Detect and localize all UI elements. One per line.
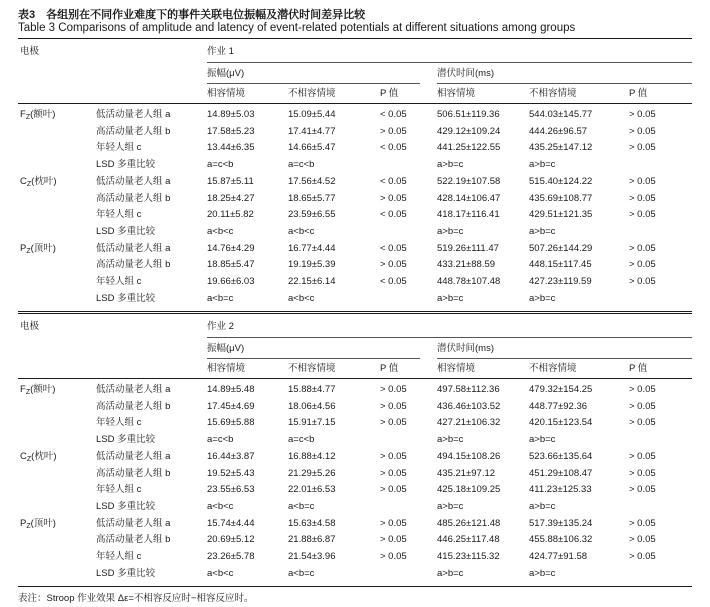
latency-congruent-value: 446.25±117.48 [437, 534, 500, 546]
amplitude-incongruent-value: a<b=c [288, 567, 315, 579]
amplitude-congruent-value: 20.69±5.12 [207, 534, 255, 546]
latency-header: 潜伏时间(ms) [437, 68, 494, 79]
electrode-name: F [20, 384, 26, 395]
task-header: 作业 1 [207, 46, 234, 57]
amplitude-p-value: > 0.05 [380, 125, 407, 137]
latency-congruent-value: 506.51±119.36 [437, 109, 500, 120]
group-label: 低活动量老人组 a [96, 242, 171, 254]
amplitude-p-value: < 0.05 [380, 175, 407, 187]
latency-incongruent-value: a>b=c [529, 225, 556, 237]
latency-p-value: > 0.05 [629, 175, 656, 187]
latency-incongruent-value: 444.26±96.57 [529, 125, 588, 137]
electrode-label [20, 518, 56, 533]
amplitude-incongruent-value: 22.01±6.53 [288, 484, 336, 496]
p-header: P 值 [629, 88, 648, 99]
latency-incongruent-value: 455.88±106.32 [529, 534, 593, 546]
amplitude-congruent-value: 15.87±5.11 [207, 175, 254, 187]
latency-incongruent-value: 429.51±121.35 [529, 209, 593, 221]
amplitude-congruent-value: 19.66±6.03 [207, 276, 255, 287]
incongruent-header: 不相容情境 [288, 88, 336, 99]
group-label: 高活动量老人组 b [96, 192, 171, 204]
latency-p-value: > 0.05 [629, 109, 656, 120]
latency-congruent-value: 429.12±109.24 [437, 125, 501, 137]
amplitude-congruent-value: a<b<c [207, 500, 234, 512]
latency-incongruent-value: a>b=c [529, 434, 556, 446]
amplitude-incongruent-value: 16.77±4.44 [288, 242, 336, 254]
electrode-name: C [20, 450, 27, 462]
amplitude-congruent-value: 20.11±5.82 [207, 209, 254, 221]
incongruent-header: 不相容情境 [529, 88, 577, 99]
amplitude-congruent-value: 18.85±5.47 [207, 259, 255, 271]
latency-congruent-value: 427.21±106.32 [437, 417, 501, 429]
amplitude-header: 振幅(μV) [207, 343, 245, 354]
congruent-header: 相容情境 [207, 88, 246, 99]
amplitude-congruent-value: 15.69±5.88 [207, 417, 255, 429]
amplitude-p-value: < 0.05 [380, 276, 407, 287]
group-label: 高活动量老人组 b [96, 467, 171, 479]
electrode-subscript: Z [25, 389, 31, 396]
amplitude-congruent-value: 14.89±5.03 [207, 109, 255, 120]
amplitude-incongruent-value: 16.88±4.12 [288, 450, 336, 462]
latency-p-value: > 0.05 [629, 417, 656, 429]
electrode-label [20, 243, 56, 258]
group-label: 年轻人组 c [96, 484, 142, 496]
task-header: 作业 2 [207, 321, 234, 332]
congruent-header: 相容情境 [437, 88, 476, 99]
latency-incongruent-value: a>b=c [529, 159, 556, 171]
amplitude-p-value: > 0.05 [380, 551, 407, 562]
electrode-site: (额叶) [30, 109, 56, 120]
latency-incongruent-value: 523.66±135.64 [529, 450, 593, 462]
latency-congruent-value: a>b=c [437, 500, 464, 512]
group-label: 低活动量老人组 a [96, 109, 171, 120]
group-label: 年轻人组 c [96, 142, 142, 154]
latency-incongruent-value: 424.77±91.58 [529, 551, 588, 562]
amplitude-p-value: > 0.05 [380, 417, 407, 429]
electrode-subscript: Z [26, 522, 31, 530]
latency-congruent-value: 448.78±107.48 [437, 276, 501, 287]
latency-incongruent-value: 515.40±124.22 [529, 175, 593, 187]
latency-congruent-value: a>b=c [437, 225, 464, 237]
latency-p-value: > 0.05 [629, 534, 656, 546]
incongruent-header: 不相容情境 [288, 363, 336, 374]
amplitude-congruent-value: 14.76±4.29 [207, 242, 255, 254]
amplitude-incongruent-value: 18.06±4.56 [288, 400, 336, 412]
table-title-cn: 表3 各组别在不同作业难度下的事件关联电位振幅及潜伏时间差异比较 [18, 9, 366, 21]
amplitude-incongruent-value: 19.19±5.39 [288, 259, 336, 271]
latency-congruent-value: a>b=c [437, 434, 464, 446]
latency-congruent-value: a>b=c [437, 159, 464, 171]
latency-incongruent-value: 544.03±145.77 [529, 109, 593, 120]
amplitude-incongruent-value: 14.66±5.47 [288, 142, 336, 154]
amplitude-incongruent-value: 23.59±6.55 [288, 209, 336, 221]
latency-p-value: > 0.05 [629, 467, 656, 479]
latency-p-value: > 0.05 [629, 400, 656, 412]
amplitude-incongruent-value: 21.54±3.96 [288, 551, 336, 562]
amplitude-congruent-value: 23.26±5.78 [207, 551, 255, 562]
amplitude-congruent-value: 16.44±3.87 [207, 450, 255, 462]
table-note: 表注：Stroop 作业效果 Δε=不相容反应时−相容反应时。 [18, 593, 254, 604]
header-bottom-rule [18, 378, 692, 379]
amplitude-p-value: < 0.05 [380, 142, 407, 154]
latency-incongruent-value: a>b=c [529, 500, 556, 512]
group-label: LSD 多重比较 [96, 159, 156, 171]
latency-congruent-value: 522.19±107.58 [437, 175, 501, 187]
latency-incongruent-value: a>b=c [529, 567, 556, 579]
amplitude-incongruent-value: 18.65±5.77 [288, 192, 336, 204]
group-label: 高活动量老人组 b [96, 400, 171, 412]
latency-incongruent-value: 448.77±92.36 [529, 400, 588, 412]
amplitude-congruent-value: a<b=c [207, 292, 234, 304]
latency-p-value: > 0.05 [629, 276, 656, 287]
electrode-site: (顶叶) [30, 517, 56, 529]
amplitude-incongruent-value: a=c<b [288, 434, 315, 446]
latency-p-value: > 0.05 [629, 242, 656, 254]
latency-underline [437, 358, 692, 359]
electrode-name: P [20, 517, 27, 529]
latency-incongruent-value: 435.25±147.12 [529, 142, 593, 154]
electrode-label [20, 451, 56, 466]
latency-congruent-value: a>b=c [437, 292, 464, 304]
latency-header: 潜伏时间(ms) [437, 343, 494, 354]
amplitude-p-value: > 0.05 [380, 400, 407, 412]
latency-p-value: > 0.05 [629, 192, 656, 204]
group-label: 年轻人组 c [96, 551, 142, 562]
amplitude-congruent-value: 15.74±4.44 [207, 517, 255, 529]
amplitude-incongruent-value: 17.56±4.52 [288, 175, 336, 187]
electrode-site: (枕叶) [31, 450, 57, 462]
electrode-name: C [20, 175, 27, 187]
latency-congruent-value: 433.21±88.59 [437, 259, 496, 271]
amplitude-congruent-value: 18.25±4.27 [207, 192, 255, 204]
amplitude-incongruent-value: a=c<b [288, 159, 315, 171]
amplitude-incongruent-value: a<b=c [288, 500, 315, 512]
amplitude-p-value: > 0.05 [380, 484, 407, 496]
latency-congruent-value: 519.26±111.47 [437, 242, 499, 254]
group-label: LSD 多重比较 [96, 500, 156, 512]
amplitude-incongruent-value: 15.91±7.15 [288, 417, 336, 429]
amplitude-p-value: > 0.05 [380, 534, 407, 546]
group-label: 年轻人组 c [96, 209, 142, 221]
header-bottom-rule [18, 103, 692, 104]
latency-incongruent-value: 427.23±119.59 [529, 276, 592, 287]
task-underline [207, 337, 692, 338]
latency-congruent-value: 441.25±122.55 [437, 142, 501, 154]
amplitude-congruent-value: 19.52±5.43 [207, 467, 255, 479]
latency-p-value: > 0.05 [629, 209, 656, 221]
task-underline [207, 62, 692, 63]
latency-incongruent-value: 411.23±125.33 [529, 484, 592, 496]
p-header: P 值 [380, 363, 399, 374]
amplitude-incongruent-value: 17.41±4.77 [288, 125, 336, 137]
amplitude-incongruent-value: 21.88±6.87 [288, 534, 336, 546]
electrode-name: P [20, 242, 27, 254]
group-label: LSD 多重比较 [96, 225, 156, 237]
latency-p-value: > 0.05 [629, 484, 656, 496]
latency-congruent-value: 485.26±121.48 [437, 517, 501, 529]
latency-incongruent-value: a>b=c [529, 292, 556, 304]
amplitude-p-value: < 0.05 [380, 209, 407, 221]
latency-underline [437, 83, 692, 84]
electrode-label [20, 109, 55, 124]
electrode-subscript: Z [26, 247, 31, 255]
amplitude-underline [207, 358, 420, 359]
group-label: 低活动量老人组 a [96, 175, 171, 187]
amplitude-congruent-value: a=c<b [207, 159, 234, 171]
group-label: 年轻人组 c [96, 417, 142, 429]
amplitude-congruent-value: 13.44±6.35 [207, 142, 255, 154]
amplitude-underline [207, 83, 420, 84]
group-label: 低活动量老人组 a [96, 384, 171, 395]
electrode-name: F [20, 109, 26, 120]
amplitude-p-value: > 0.05 [380, 467, 407, 479]
group-label: 高活动量老人组 b [96, 125, 171, 137]
amplitude-incongruent-value: 15.09±5.44 [288, 109, 336, 120]
congruent-header: 相容情境 [437, 363, 476, 374]
amplitude-p-value: > 0.05 [380, 450, 407, 462]
latency-incongruent-value: 451.29±108.47 [529, 467, 593, 479]
latency-incongruent-value: 507.26±144.29 [529, 242, 593, 254]
electrode-site: (枕叶) [31, 175, 57, 187]
latency-congruent-value: 435.21±97.12 [437, 467, 496, 479]
congruent-header: 相容情境 [207, 363, 246, 374]
electrode-label [20, 176, 56, 191]
latency-congruent-value: 418.17±116.41 [437, 209, 500, 221]
amplitude-incongruent-value: 21.29±5.26 [288, 467, 336, 479]
latency-congruent-value: 428.14±106.47 [437, 192, 501, 204]
latency-congruent-value: 425.18±109.25 [437, 484, 501, 496]
electrode-site: (额叶) [30, 384, 56, 395]
block-top-rule [18, 38, 692, 39]
group-label: 低活动量老人组 a [96, 450, 171, 462]
group-label: 低活动量老人组 a [96, 517, 171, 529]
amplitude-congruent-value: a<b<c [207, 225, 234, 237]
latency-congruent-value: 497.58±112.36 [437, 384, 500, 395]
latency-congruent-value: 415.23±115.32 [437, 551, 500, 562]
latency-p-value: > 0.05 [629, 125, 656, 137]
latency-congruent-value: 494.15±108.26 [437, 450, 501, 462]
amplitude-p-value: > 0.05 [380, 259, 407, 271]
group-label: 年轻人组 c [96, 276, 142, 287]
latency-incongruent-value: 448.15±117.45 [529, 259, 592, 271]
latency-congruent-value: a>b=c [437, 567, 464, 579]
electrode-subscript: Z [26, 455, 32, 463]
latency-p-value: > 0.05 [629, 142, 656, 154]
amplitude-incongruent-value: 15.88±4.77 [288, 384, 336, 395]
p-header: P 值 [629, 363, 648, 374]
amplitude-incongruent-value: 15.63±4.58 [288, 517, 336, 529]
block-top-rule [18, 313, 692, 314]
amplitude-congruent-value: 23.55±6.53 [207, 484, 255, 496]
amplitude-p-value: > 0.05 [380, 192, 407, 204]
group-label: LSD 多重比较 [96, 292, 156, 304]
amplitude-p-value: > 0.05 [380, 384, 407, 395]
latency-p-value: > 0.05 [629, 450, 656, 462]
amplitude-header: 振幅(μV) [207, 68, 245, 79]
incongruent-header: 不相容情境 [529, 363, 577, 374]
amplitude-congruent-value: 17.58±5.23 [207, 125, 255, 137]
electrode-site: (顶叶) [30, 242, 56, 254]
amplitude-p-value: > 0.05 [380, 517, 407, 529]
amplitude-congruent-value: 17.45±4.69 [207, 400, 255, 412]
latency-incongruent-value: 517.39±135.24 [529, 517, 593, 529]
electrode-subscript: Z [26, 180, 32, 188]
table-title-en: Table 3 Comparisons of amplitude and latency of event-related potentials at different situations among groups [18, 22, 576, 34]
group-label: 高活动量老人组 b [96, 534, 171, 546]
latency-p-value: > 0.05 [629, 259, 656, 271]
electrode-header: 电极 [20, 46, 40, 57]
latency-incongruent-value: 420.15±123.54 [529, 417, 593, 429]
block-bottom-rule [18, 586, 692, 587]
electrode-header: 电极 [20, 321, 40, 332]
latency-p-value: > 0.05 [629, 517, 656, 529]
amplitude-p-value: < 0.05 [380, 242, 407, 254]
group-label: LSD 多重比较 [96, 434, 156, 446]
amplitude-congruent-value: 14.89±5.48 [207, 384, 255, 395]
latency-congruent-value: 436.46±103.52 [437, 400, 501, 412]
group-label: LSD 多重比较 [96, 567, 156, 579]
amplitude-incongruent-value: 22.15±6.14 [288, 276, 336, 287]
p-header: P 值 [380, 88, 399, 99]
latency-p-value: > 0.05 [629, 551, 656, 562]
latency-p-value: > 0.05 [629, 384, 656, 395]
group-label: 高活动量老人组 b [96, 259, 171, 271]
amplitude-congruent-value: a<b<c [207, 567, 234, 579]
amplitude-p-value: < 0.05 [380, 109, 407, 120]
latency-incongruent-value: 435.69±108.77 [529, 192, 593, 204]
amplitude-congruent-value: a=c<b [207, 434, 234, 446]
latency-incongruent-value: 479.32±154.25 [529, 384, 593, 395]
amplitude-incongruent-value: a<b<c [288, 292, 315, 304]
amplitude-incongruent-value: a<b<c [288, 225, 315, 237]
electrode-label [20, 384, 55, 399]
electrode-subscript: Z [25, 114, 31, 121]
